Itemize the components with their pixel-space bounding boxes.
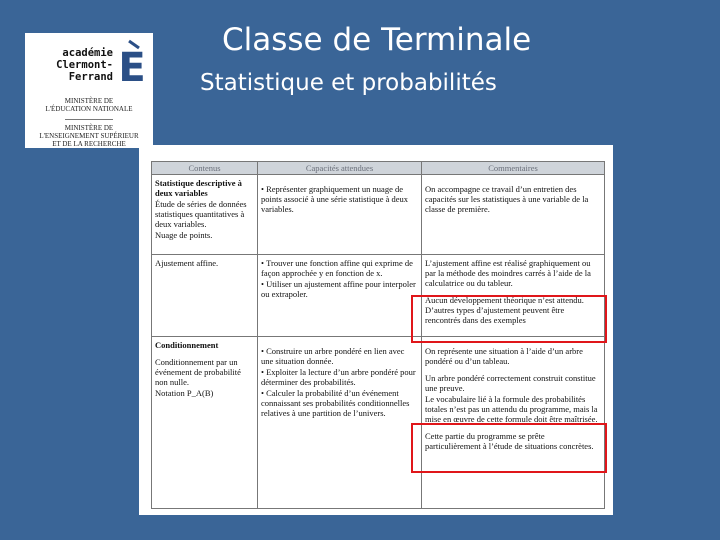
ministere-enseignement: MINISTÈRE DE L'ENSEIGNEMENT SUPÉRIEUR ET DE LA RECHERCHE	[39, 124, 139, 148]
commentaire-text: Le vocabulaire lié à la formule des probabilités totales n’est pas un attendu du programme, mais la mise en œuvre de cette formule doit être maîtrisée.	[425, 394, 598, 424]
commentaire-text: Cette partie du programme se prête particulièrement à l’étude de situations concrètes.	[425, 431, 594, 451]
cell-contenus	[152, 337, 258, 509]
header-commentaires: Commentaires	[422, 162, 605, 175]
cell-capacites	[258, 337, 422, 509]
commentaire-text: Un arbre pondéré correctement construit constitue une preuve.	[425, 373, 596, 393]
capacite-item: • Trouver une fonction affine qui exprime de façon approchée y en fonction de x.	[261, 258, 418, 278]
cell-commentaires	[422, 175, 605, 255]
capacite-item: • Représenter graphiquement un nuage de points associé à une série statistique à deux variables.	[261, 184, 418, 214]
header-contenus: Contenus	[152, 162, 258, 175]
header-capacites: Capacités attendues	[258, 162, 422, 175]
commentaire-text: On représente une situation à l’aide d’un arbre pondéré ou d’un tableau.	[425, 346, 583, 366]
highlight-box-probabilites-totales	[411, 423, 607, 473]
cell-contenus	[152, 255, 258, 337]
section-heading: Conditionnement	[155, 340, 219, 350]
highlight-box-ajustement	[411, 295, 607, 343]
cell-capacites	[258, 255, 422, 337]
capacite-item: • Utiliser un ajustement affine pour interpoler ou extrapoler.	[261, 279, 418, 299]
academie-logo	[25, 33, 153, 148]
commentaire-text: On accompagne ce travail d’un entretien des capacités sur les statistiques à une variable de la classe de première.	[425, 184, 589, 214]
contenus-text: Notation P_A(B)	[155, 388, 214, 398]
cell-contenus	[152, 175, 258, 255]
contenus-text: Ajustement affine.	[155, 258, 219, 268]
capacite-item: • Exploiter la lecture d’un arbre pondéré pour déterminer des probabilités.	[261, 367, 418, 387]
slide-subtitle: Statistique et probabilités	[200, 70, 497, 96]
table-row	[152, 175, 605, 255]
cell-capacites	[258, 175, 422, 255]
table-header-row	[152, 162, 605, 175]
commentaire-text: L’ajustement affine est réalisé graphiquement ou par la méthode des moindres carrés à l’aide de la calculatrice ou du tableur.	[425, 258, 591, 288]
capacite-item: • Calculer la probabilité d’un événement connaissant ses probabilités conditionnelles relatives à une partition de l’univers.	[261, 388, 418, 418]
capacite-item: • Construire un arbre pondéré en lien avec une situation donnée.	[261, 346, 418, 366]
svg-text:E: E	[118, 45, 146, 85]
contenus-text: Étude de séries de données statistiques quantitatives à deux variables.	[155, 199, 247, 229]
programme-document	[139, 145, 613, 515]
academie-e-icon	[115, 39, 149, 85]
section-heading: Statistique descriptive à deux variables	[155, 178, 242, 198]
commentaire-text: Aucun développement théorique n’est attendu. D’autres types d’ajustement peuvent être rencontrés dans des exemples	[425, 295, 584, 325]
slide-title: Classe de Terminale	[222, 22, 532, 58]
contenus-text: Conditionnement par un événement de probabilité non nulle.	[155, 357, 241, 387]
ministere-education: MINISTÈRE DE L'ÉDUCATION NATIONALE	[45, 97, 133, 113]
logo-divider	[65, 119, 113, 120]
contenus-text: Nuage de points.	[155, 230, 213, 240]
academie-name: académie Clermont-Ferrand	[56, 47, 113, 83]
